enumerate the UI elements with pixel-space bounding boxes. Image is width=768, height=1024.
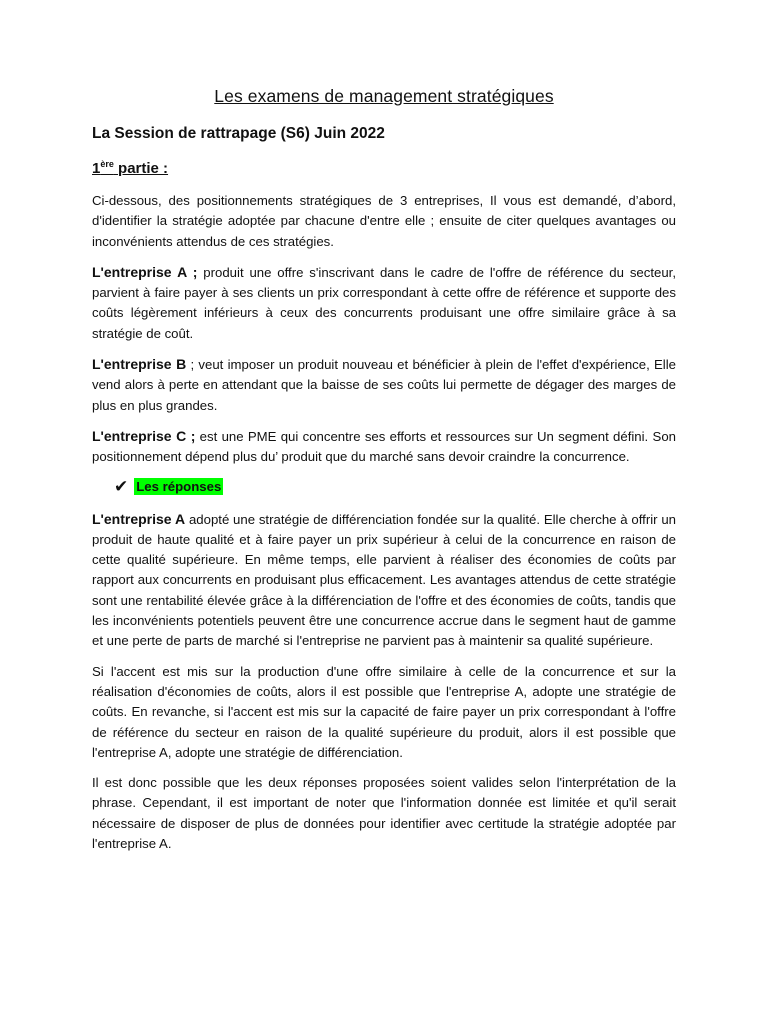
answer-paragraph-3: Il est donc possible que les deux réponses proposées soient valides selon l'interprétation de la phrase. Cependant, il est important de noter que l'information donnée est limitée et qu'il serait nécessaire de disposer de plus de données pour identifier avec certitude la stratégie adoptée par l'entreprise A. bbox=[92, 775, 676, 852]
part-heading bbox=[92, 159, 676, 177]
check-mark-icon: ✔ bbox=[114, 476, 129, 496]
answers-heading bbox=[114, 478, 676, 495]
case-a-label: L'entreprise A ; bbox=[92, 263, 198, 280]
case-c-text: est une PME qui concentre ses efforts et ressources sur Un segment défini. Son positionnement dépend plus du’ produit que du marché sans devoir craindre la concurrence. bbox=[92, 428, 676, 465]
part-number: 1 bbox=[92, 160, 101, 177]
case-b-label: L'entreprise B bbox=[92, 356, 187, 373]
answer-a-label: L'entreprise A bbox=[92, 510, 186, 527]
answers-label: Les réponses bbox=[136, 478, 222, 494]
answer-a-text: adopté une stratégie de différenciation fondée sur la qualité. Elle cherche à offrir un produit de haute qualité et à faire payer un prix supérieur à celui de la concurrence en raison de cette qualité supérieure. En même temps, elle parvient à réaliser des économies de coûts par rapport aux concurrents en produisant plus efficacement. Les avantages attendus de cette stratégie sont une rentabilité élevée grâce à la différenciation de l'offre et des économies de coûts, tandis que les inconvénients potentiels peuvent être une concurrence accrue dans le segment haut de gamme et une perte de parts de marché si l'entreprise ne parvient pas à maintenir sa qualité supérieure. bbox=[92, 511, 676, 649]
intro-paragraph: Ci-dessous, des positionnements stratégiques de 3 entreprises, Il vous est demandé, d’abord, d'identifier la stratégie adoptée par chacune d'entre elle ; ensuite de citer quelques avantages ou inconvénients attendus de ces stratégies. bbox=[92, 193, 676, 249]
case-b-text: ; veut imposer un produit nouveau et bénéficier à plein de l'effet d'expérience, Elle vend alors à perte en attendant que la baisse de ses coûts lui permette de dégager des marges de plus en plus grandes. bbox=[92, 357, 677, 413]
answer-a-paragraph bbox=[92, 509, 676, 652]
answer-paragraph-2: Si l'accent est mis sur la production d'une offre similaire à celle de la concurrence et sur la réalisation d'économies de coûts, alors il est possible que l'entreprise A, adopte une stratégie de coûts. En revanche, si l'accent est mis sur la capacité de faire payer un prix correspondant à l'offre de référence du secteur en raison de la qualité supérieure du produit, alors il est possible que l'entreprise A, adopte une stratégie de différenciation. bbox=[92, 663, 676, 760]
document-title: Les examens de management stratégiques bbox=[214, 86, 554, 106]
case-a-text: produit une offre s'inscrivant dans le cadre de l'offre de référence du secteur, parvient à faire payer à ses clients un prix correspondant à cette offre de référence et supporte des coûts légèrement inférieurs à ceux des concurrents produisant une offre similaire grâce à sa stratégie de coût. bbox=[92, 264, 677, 341]
part-superscript: ère bbox=[100, 159, 114, 169]
case-c-paragraph bbox=[92, 426, 676, 468]
session-heading: La Session de rattrapage (S6) Juin 2022 bbox=[92, 125, 385, 142]
case-c-label: L'entreprise C ; bbox=[92, 427, 196, 444]
part-text: partie : bbox=[118, 160, 169, 177]
case-a-paragraph bbox=[92, 262, 676, 344]
case-b-paragraph bbox=[92, 354, 676, 416]
